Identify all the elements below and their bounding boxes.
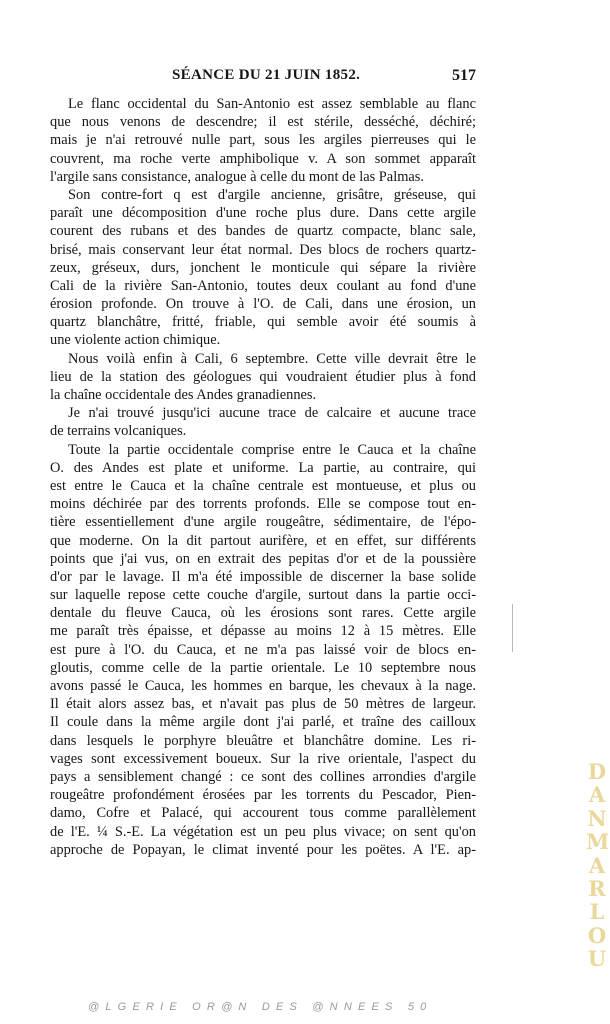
text-line: lieu de la station des géologues qui voudraient étudier plus à fond	[50, 368, 476, 385]
text-line: l'argile sans consistance, analogue à celle du mont de las Palmas.	[50, 168, 424, 185]
stamp-letter: R	[588, 876, 606, 902]
text-line: damo, Cofre et Palacé, qui accourent tous comme parallèlement	[50, 805, 476, 822]
running-title: SÉANCE DU 21 JUIN 1852.	[172, 67, 361, 83]
text-line: approche de Popayan, le climat inventé pour les poëtes. A l'E. ap-	[50, 841, 476, 858]
text-line: courent des rubans et des bandes de quartz compacte, blanc sale,	[50, 223, 476, 240]
text-line: de l'E. ¼ S.-E. La végétation est un peu plus vivace; on sent qu'on	[50, 823, 476, 840]
text-line: moins déchirée par des torrents profonds. Elle se compose tout en-	[50, 496, 476, 513]
text-line: que nous venons de descendre; il est stérile, desséché, déchiré;	[50, 114, 476, 131]
text-line: Toute la partie occidentale comprise entre le Cauca et la chaîne	[68, 441, 476, 458]
stamp-letter: L	[589, 899, 605, 925]
text-line: Il coule dans la même argile dont j'ai parlé, et traîne des cailloux	[50, 714, 476, 731]
text-line: avons passé le Cauca, les hommes en barque, les chevaux à la nage.	[50, 678, 476, 694]
text-line: rougeâtre profondément érosées par les torrents du Pescador, Pien-	[50, 787, 476, 804]
stamp-letter: D	[587, 759, 607, 784]
margin-mark	[512, 604, 513, 652]
text-line: Son contre-fort q est d'argile ancienne, grisâtre, gréseuse, qui	[68, 186, 476, 203]
side-watermark-stamp	[586, 760, 608, 971]
stamp-letter: U	[587, 946, 607, 972]
text-line: couvrent, ma roche verte amphibolique v. A son sommet apparaît	[50, 150, 476, 167]
text-line: quartz blanchâtre, fritté, friable, qui semble avoir été soumis à	[50, 314, 476, 331]
text-line: paraît une décomposition d'une roche plus dure. Dans cette argile	[50, 205, 476, 222]
text-line: Le flanc occidental du San-Antonio est assez semblable au flanc	[68, 96, 476, 112]
stamp-letter: M	[586, 829, 610, 855]
text-line: Nous voilà enfin à Cali, 6 septembre. Cette ville devrait être le	[68, 350, 476, 367]
text-line: me paraît très épaisse, et dépasse au moins 12 à 15 mètres. Elle	[50, 623, 476, 640]
text-line: Cali de la rivière San-Antonio, toutes deux coulant au fond d'une	[50, 277, 476, 294]
text-line: tière essentiellement d'une argile rougeâtre, sédimentaire, de l'épo-	[50, 514, 476, 531]
body-text	[50, 95, 476, 859]
text-line: dentale du fleuve Cauca, où les érosions sont rares. Cette argile	[50, 605, 476, 622]
footer-watermark: @LGERIE OR@N DES @NNEES 50	[88, 1001, 433, 1013]
text-line: pays a sensiblement changé : ce sont des collines arrondies d'argile	[50, 768, 476, 785]
text-line: mais je n'ai retrouvé nulle part, sous les argiles pierreuses qui le	[50, 132, 476, 149]
text-line: O. des Andes est plate et uniforme. La partie, au contraire, qui	[50, 459, 476, 476]
text-line: de terrains volcaniques.	[50, 423, 187, 440]
text-line: la chaîne occidentale des Andes granadiennes.	[50, 387, 317, 403]
text-line: une violente action chimique.	[50, 332, 221, 349]
stamp-letter: O	[587, 922, 607, 948]
text-line: que moderne. On la dit partout aurifère, et en effet, sur différents	[50, 532, 476, 549]
stamp-letter: A	[588, 852, 606, 878]
page-number: 517	[452, 67, 476, 84]
text-line: vages sont excessivement boueux. Sur la rive orientale, l'aspect du	[50, 750, 476, 767]
text-line: est entre le Cauca et la chaîne centrale est montueuse, et plus ou	[50, 477, 476, 494]
text-line: dans lesquels le porphyre bleuâtre et blanchâtre domine. Les ri-	[50, 732, 476, 749]
text-line: érosion profonde. On trouve à l'O. de Cali, dans une érosion, un	[50, 296, 476, 313]
text-line: brisé, mais conservant leur état normal. Des blocs de rochers quartz-	[50, 241, 476, 258]
text-line: points que j'ai vus, on en extrait des pepitas d'or et de la poussière	[50, 550, 476, 567]
page-header	[66, 67, 476, 89]
text-line: sur laquelle repose cette couche d'argile, surtout dans la partie occi-	[50, 587, 476, 604]
text-line: zeux, gréseux, durs, jonchent le monticule qui sépare la rivière	[50, 259, 476, 276]
text-line: gloutis, comme celle de la partie orientale. Le 10 septembre nous	[50, 659, 476, 676]
text-line: d'or par le lavage. Il m'a été impossible de discerner la base solide	[50, 568, 476, 585]
text-line: Je n'ai trouvé jusqu'ici aucune trace de calcaire et aucune trace	[68, 405, 476, 422]
text-line: Il était alors assez bas, et n'avait pas plus de 50 mètres de largeur.	[50, 696, 476, 713]
stamp-letter: N	[587, 805, 607, 831]
stamp-letter: A	[588, 782, 606, 808]
text-line: est pure à l'O. du Cauca, et ne m'a pas laissé voir de blocs en-	[50, 641, 476, 658]
